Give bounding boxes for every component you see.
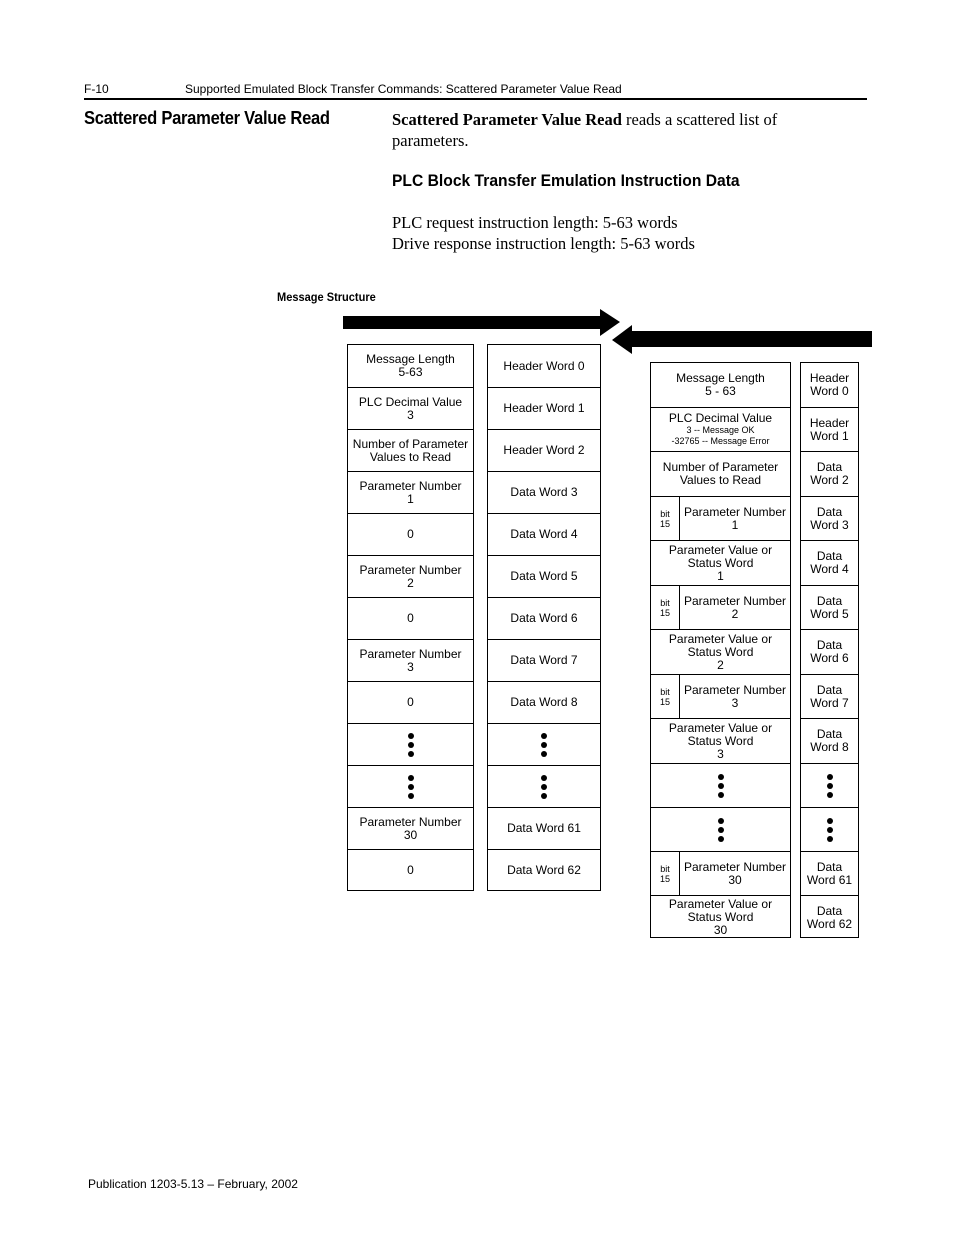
bit-15-label bbox=[651, 497, 680, 540]
diagram-cell bbox=[348, 639, 473, 681]
message-structure-label: Message Structure bbox=[277, 290, 376, 304]
diagram-cell bbox=[651, 851, 790, 895]
diagram.response.cells.4-line: Status Word bbox=[687, 555, 754, 570]
diagram.response.words.3-line: Data bbox=[816, 504, 843, 519]
section-heading: Scattered Parameter Value Read bbox=[84, 108, 330, 128]
diagram.request.words.4-line: Data Word 4 bbox=[510, 527, 578, 541]
bit-line: 15 bbox=[659, 696, 670, 707]
diagram.response.words.2-line: Data bbox=[816, 460, 843, 474]
diagram.response.words.11-line: Word 61 bbox=[806, 872, 853, 887]
diagram.response.cells.0-text bbox=[676, 372, 765, 398]
diagram.response.words.6-line: Word 6 bbox=[810, 651, 849, 665]
diagram-cell bbox=[348, 849, 473, 890]
diagram-cell bbox=[488, 555, 600, 597]
diagram-cell bbox=[801, 851, 858, 895]
diagram.request.words.5-line: Data Word 5 bbox=[510, 569, 578, 583]
diagram.response.cells.2-line: Number of Parameter bbox=[662, 460, 779, 474]
diagram-cell bbox=[488, 723, 600, 765]
diagram.request.cells.11-line: 30 bbox=[403, 827, 418, 842]
diagram.response.words.7-text bbox=[810, 684, 848, 710]
bit-line: bit bbox=[660, 597, 670, 608]
diagram.request.words.2-line: Header Word 2 bbox=[503, 443, 585, 457]
dot-icon bbox=[827, 827, 833, 833]
diagram.request.cells.1-line: PLC Decimal Value bbox=[358, 394, 463, 409]
diagram.response.words.6-line: Data bbox=[816, 638, 843, 652]
dot-icon bbox=[408, 742, 414, 748]
diagram.response.cells.12-text bbox=[669, 898, 772, 937]
diagram.request.cells.8-text bbox=[407, 696, 414, 709]
diagram.response.words.2-line: Word 2 bbox=[810, 473, 849, 487]
diagram-cell bbox=[348, 597, 473, 639]
diagram.response.cells.4-line: Parameter Value or bbox=[668, 542, 773, 557]
dot-icon bbox=[408, 733, 414, 739]
diagram-cell bbox=[801, 496, 858, 540]
diagram-cell bbox=[488, 639, 600, 681]
diagram-cell bbox=[651, 718, 790, 763]
diagram-cell bbox=[651, 674, 790, 718]
diagram.response.cells.11-text bbox=[684, 861, 786, 887]
diagram.response.words.11-line: Data bbox=[816, 859, 843, 874]
request-message-column bbox=[347, 344, 474, 891]
diagram.response.cells.7-text bbox=[684, 684, 786, 710]
dot-icon bbox=[408, 784, 414, 790]
diagram.request.words.3-text bbox=[510, 486, 577, 499]
diagram.response.words.0-line: Header bbox=[809, 371, 850, 385]
diagram-cell bbox=[488, 849, 600, 890]
diagram.request.cells.0-line: 5-63 bbox=[398, 365, 423, 379]
diagram-cell bbox=[801, 451, 858, 496]
diagram.response.cells.2-text bbox=[663, 461, 778, 487]
diagram-cell bbox=[348, 345, 473, 387]
dot-icon bbox=[827, 774, 833, 780]
diagram-cell bbox=[651, 807, 790, 851]
diagram.response.words.11-text bbox=[807, 861, 852, 887]
diagram.response.cells.8-line: 3 bbox=[717, 746, 724, 761]
diagram-cell bbox=[348, 723, 473, 765]
diagram-cell bbox=[488, 471, 600, 513]
diagram.response.cells.1-line: PLC Decimal Value bbox=[668, 411, 773, 425]
diagram.response.cells.12-line: Status Word bbox=[687, 910, 754, 924]
diagram.request.cells.5-line: Parameter Number bbox=[359, 562, 462, 577]
diagram.response.cells.3-text bbox=[684, 506, 786, 532]
diagram.response.cells.5-line: 2 bbox=[731, 606, 739, 621]
diagram.response.words.1-text bbox=[810, 417, 849, 443]
bit-15-label bbox=[651, 675, 680, 718]
diagram.response.cells.6-line: Status Word bbox=[687, 644, 754, 659]
parameter-number-cell bbox=[680, 586, 790, 629]
diagram.request.cells.11-line: Parameter Number bbox=[359, 814, 462, 829]
diagram.response.cells.0-line: 5 - 63 bbox=[705, 384, 736, 398]
diagram-cell bbox=[348, 555, 473, 597]
bit-line: bit bbox=[660, 863, 670, 874]
parameter-number-cell bbox=[680, 497, 790, 540]
diagram.response.words.3-text bbox=[810, 506, 848, 532]
dot-icon bbox=[408, 793, 414, 799]
diagram-cell bbox=[801, 718, 858, 763]
diagram.response.words.0-text bbox=[810, 372, 849, 398]
diagram.request.cells.2-text bbox=[353, 438, 468, 464]
bit-line: 15 bbox=[659, 518, 670, 529]
diagram.response.cells.3-line: 1 bbox=[731, 517, 739, 532]
page-number: F-10 bbox=[84, 82, 109, 96]
bit-line: bit bbox=[660, 686, 670, 697]
diagram.response.cells.7-line: Parameter Number bbox=[683, 682, 787, 697]
diagram.request.words.1-text bbox=[503, 402, 584, 415]
diagram.request.words.7-line: Data Word 7 bbox=[510, 653, 578, 667]
diagram-cell bbox=[651, 585, 790, 629]
diagram.request.cells.8-line: 0 bbox=[407, 695, 414, 709]
diagram.request.words.0-line: Header Word 0 bbox=[503, 358, 585, 373]
diagram.response.words.3-line: Word 3 bbox=[810, 517, 849, 532]
diagram.request.cells.7-text bbox=[359, 648, 461, 674]
diagram.response.cells.6-line: Parameter Value or bbox=[668, 631, 773, 646]
dot-icon bbox=[718, 783, 724, 789]
diagram.response.words.2-text bbox=[810, 461, 848, 487]
diagram.request.words.6-text bbox=[510, 612, 577, 625]
diagram.response.cells.0-line: Message Length bbox=[676, 371, 765, 385]
diagram.response.words.4-text bbox=[810, 550, 848, 576]
diagram.response.words.7-line: Word 7 bbox=[810, 695, 849, 710]
dot-icon bbox=[541, 784, 547, 790]
diagram.request.cells.6-line: 0 bbox=[407, 611, 414, 625]
diagram.response.cells.4-text bbox=[669, 544, 772, 583]
ellipsis-icon bbox=[718, 818, 724, 842]
diagram.request.cells.0-text bbox=[366, 353, 455, 379]
diagram-cell bbox=[801, 407, 858, 451]
diagram-cell bbox=[801, 540, 858, 585]
diagram-cell bbox=[488, 387, 600, 429]
diagram.request.cells.5-line: 2 bbox=[407, 575, 414, 590]
diagram.response.words.0-line: Word 0 bbox=[810, 384, 849, 398]
dot-icon bbox=[718, 836, 724, 842]
intro-bold: Scattered Parameter Value Read bbox=[392, 110, 622, 129]
diagram.response.cells.11-line: 30 bbox=[728, 872, 742, 887]
diagram-cell bbox=[801, 585, 858, 629]
status-note: -32765 -- Message Error bbox=[671, 436, 770, 446]
diagram.response.cells.1-text bbox=[669, 412, 772, 447]
ellipsis-icon bbox=[408, 733, 414, 757]
dot-icon bbox=[408, 775, 414, 781]
diagram.request.cells.4-text bbox=[407, 528, 414, 541]
diagram-cell bbox=[651, 629, 790, 674]
diagram.response.cells.5-text bbox=[684, 595, 786, 621]
diagram.request.cells.2-line: Number of Parameter bbox=[352, 436, 469, 451]
publication-footer: Publication 1203-5.13 – February, 2002 bbox=[88, 1177, 298, 1191]
diagram.response.cells.2-line: Values to Read bbox=[679, 473, 762, 487]
response-message-column bbox=[650, 362, 791, 938]
diagram.response.words.8-line: Word 8 bbox=[810, 740, 849, 754]
diagram.request.cells.1-text bbox=[359, 396, 462, 422]
diagram.request.cells.3-line: Parameter Number bbox=[359, 478, 462, 493]
dot-icon bbox=[827, 818, 833, 824]
ellipsis-icon bbox=[541, 733, 547, 757]
diagram-cell bbox=[801, 674, 858, 718]
diagram-cell bbox=[651, 407, 790, 451]
ellipsis-icon bbox=[541, 775, 547, 799]
diagram.response.words.5-line: Data bbox=[816, 593, 843, 608]
diagram.request.words.0-text bbox=[503, 360, 584, 373]
diagram.request.words.3-line: Data Word 3 bbox=[510, 485, 578, 499]
dot-icon bbox=[541, 733, 547, 739]
intro-rest: reads a scattered list of parameters. bbox=[392, 110, 778, 150]
diagram.request.cells.12-line: 0 bbox=[407, 862, 414, 877]
ellipsis-icon bbox=[408, 775, 414, 799]
diagram-cell bbox=[348, 765, 473, 807]
diagram.request.cells.3-text bbox=[359, 480, 461, 506]
response-length: Drive response instruction length: 5-63 words bbox=[392, 234, 695, 253]
diagram-cell bbox=[488, 765, 600, 807]
diagram-cell bbox=[801, 807, 858, 851]
diagram.request.cells.1-line: 3 bbox=[407, 407, 414, 422]
diagram.request.cells.4-line: 0 bbox=[407, 527, 414, 541]
diagram-cell bbox=[348, 681, 473, 723]
diagram.response.words.12-text bbox=[807, 905, 852, 931]
diagram.request.words.11-text bbox=[507, 822, 581, 835]
diagram-cell bbox=[801, 895, 858, 939]
diagram-cell bbox=[488, 807, 600, 849]
dot-icon bbox=[541, 742, 547, 748]
diagram-cell bbox=[801, 629, 858, 674]
bit-line: bit bbox=[660, 508, 670, 519]
diagram.request.cells.0-line: Message Length bbox=[366, 352, 455, 366]
diagram.response.words.1-line: Header bbox=[809, 415, 850, 430]
request-length: PLC request instruction length: 5-63 words bbox=[392, 213, 678, 232]
diagram.response.cells.7-line: 3 bbox=[731, 695, 739, 710]
diagram.response.words.5-line: Word 5 bbox=[810, 606, 849, 621]
diagram-cell bbox=[348, 387, 473, 429]
diagram.response.cells.4-line: 1 bbox=[717, 568, 724, 583]
response-word-column bbox=[800, 362, 859, 938]
diagram-cell bbox=[488, 429, 600, 471]
diagram.response.words.6-text bbox=[810, 639, 848, 665]
dot-icon bbox=[827, 792, 833, 798]
ellipsis-icon bbox=[827, 774, 833, 798]
header-rule bbox=[84, 98, 867, 100]
diagram.request.cells.12-text bbox=[407, 864, 414, 877]
bit-line: 15 bbox=[659, 607, 670, 618]
diagram.request.words.1-line: Header Word 1 bbox=[503, 401, 585, 415]
diagram-cell bbox=[801, 763, 858, 807]
dot-icon bbox=[541, 751, 547, 757]
diagram.response.words.4-line: Word 4 bbox=[810, 562, 849, 576]
diagram.request.words.12-line: Data Word 62 bbox=[507, 862, 581, 877]
dot-icon bbox=[827, 783, 833, 789]
diagram.request.cells.5-text bbox=[359, 564, 461, 590]
diagram.request.cells.2-line: Values to Read bbox=[369, 449, 452, 464]
intro-paragraph bbox=[392, 109, 832, 151]
diagram.response.words.8-line: Data bbox=[816, 727, 843, 741]
parameter-number-cell bbox=[680, 852, 790, 895]
diagram.response.cells.5-line: Parameter Number bbox=[683, 593, 787, 608]
diagram.request.cells.11-text bbox=[359, 816, 461, 842]
bit-15-label bbox=[651, 852, 680, 895]
diagram.response.words.8-text bbox=[810, 728, 848, 754]
diagram-cell bbox=[651, 763, 790, 807]
diagram-cell bbox=[801, 363, 858, 407]
diagram.request.words.8-line: Data Word 8 bbox=[510, 695, 578, 709]
diagram.request.words.6-line: Data Word 6 bbox=[510, 611, 578, 625]
response-arrow-icon bbox=[612, 325, 874, 354]
bit-15-label bbox=[651, 586, 680, 629]
diagram-cell bbox=[348, 429, 473, 471]
diagram.response.cells.11-line: Parameter Number bbox=[683, 859, 787, 874]
diagram-cell bbox=[348, 471, 473, 513]
running-title: Supported Emulated Block Transfer Commands: Scattered Parameter Value Read bbox=[185, 82, 622, 96]
status-note: 3 -- Message OK bbox=[686, 425, 755, 435]
dot-icon bbox=[718, 827, 724, 833]
request-word-column bbox=[487, 344, 601, 891]
diagram.response.cells.12-line: Parameter Value or bbox=[668, 897, 773, 911]
dot-icon bbox=[541, 775, 547, 781]
diagram-cell bbox=[348, 513, 473, 555]
diagram-cell bbox=[651, 496, 790, 540]
diagram.request.words.5-text bbox=[510, 570, 577, 583]
dot-icon bbox=[827, 836, 833, 842]
diagram.response.cells.8-line: Status Word bbox=[687, 733, 754, 748]
dot-icon bbox=[718, 818, 724, 824]
diagram.request.words.11-line: Data Word 61 bbox=[507, 821, 581, 835]
diagram.request.words.12-text bbox=[507, 864, 581, 877]
diagram-cell bbox=[488, 513, 600, 555]
diagram.request.words.2-text bbox=[503, 444, 584, 457]
bit-line: 15 bbox=[659, 873, 670, 884]
sub-heading: PLC Block Transfer Emulation Instruction Data bbox=[392, 171, 740, 190]
diagram.request.cells.6-text bbox=[407, 612, 414, 625]
diagram-cell bbox=[348, 807, 473, 849]
parameter-number-cell bbox=[680, 675, 790, 718]
diagram.response.words.4-line: Data bbox=[816, 549, 843, 563]
diagram.request.words.4-text bbox=[510, 528, 577, 541]
instruction-lengths bbox=[392, 212, 695, 254]
diagram.response.words.12-line: Word 62 bbox=[806, 916, 853, 931]
diagram-cell bbox=[488, 597, 600, 639]
diagram-cell bbox=[651, 363, 790, 407]
diagram-cell bbox=[488, 345, 600, 387]
request-arrow-icon bbox=[343, 309, 623, 336]
diagram-cell bbox=[651, 451, 790, 496]
diagram.request.cells.7-line: 3 bbox=[407, 659, 414, 674]
diagram.response.cells.8-text bbox=[669, 722, 772, 761]
diagram.response.cells.3-line: Parameter Number bbox=[683, 504, 787, 519]
diagram.request.cells.7-line: Parameter Number bbox=[359, 646, 462, 661]
diagram.request.words.8-text bbox=[510, 696, 577, 709]
diagram-cell bbox=[651, 895, 790, 939]
ellipsis-icon bbox=[718, 774, 724, 798]
dot-icon bbox=[718, 792, 724, 798]
diagram.response.cells.6-line: 2 bbox=[717, 657, 724, 672]
diagram.response.cells.6-text bbox=[669, 633, 772, 672]
diagram-cell bbox=[488, 681, 600, 723]
ellipsis-icon bbox=[827, 818, 833, 842]
diagram.response.cells.8-line: Parameter Value or bbox=[668, 720, 773, 735]
diagram.response.words.5-text bbox=[810, 595, 848, 621]
diagram.response.cells.12-line: 30 bbox=[713, 923, 728, 937]
dot-icon bbox=[718, 774, 724, 780]
diagram.response.words.12-line: Data bbox=[816, 903, 843, 918]
diagram.request.words.7-text bbox=[510, 654, 577, 667]
diagram.response.words.7-line: Data bbox=[816, 682, 843, 697]
diagram.response.words.1-line: Word 1 bbox=[810, 428, 849, 443]
diagram-cell bbox=[651, 540, 790, 585]
dot-icon bbox=[541, 793, 547, 799]
diagram.request.cells.3-line: 1 bbox=[407, 491, 414, 506]
dot-icon bbox=[408, 751, 414, 757]
